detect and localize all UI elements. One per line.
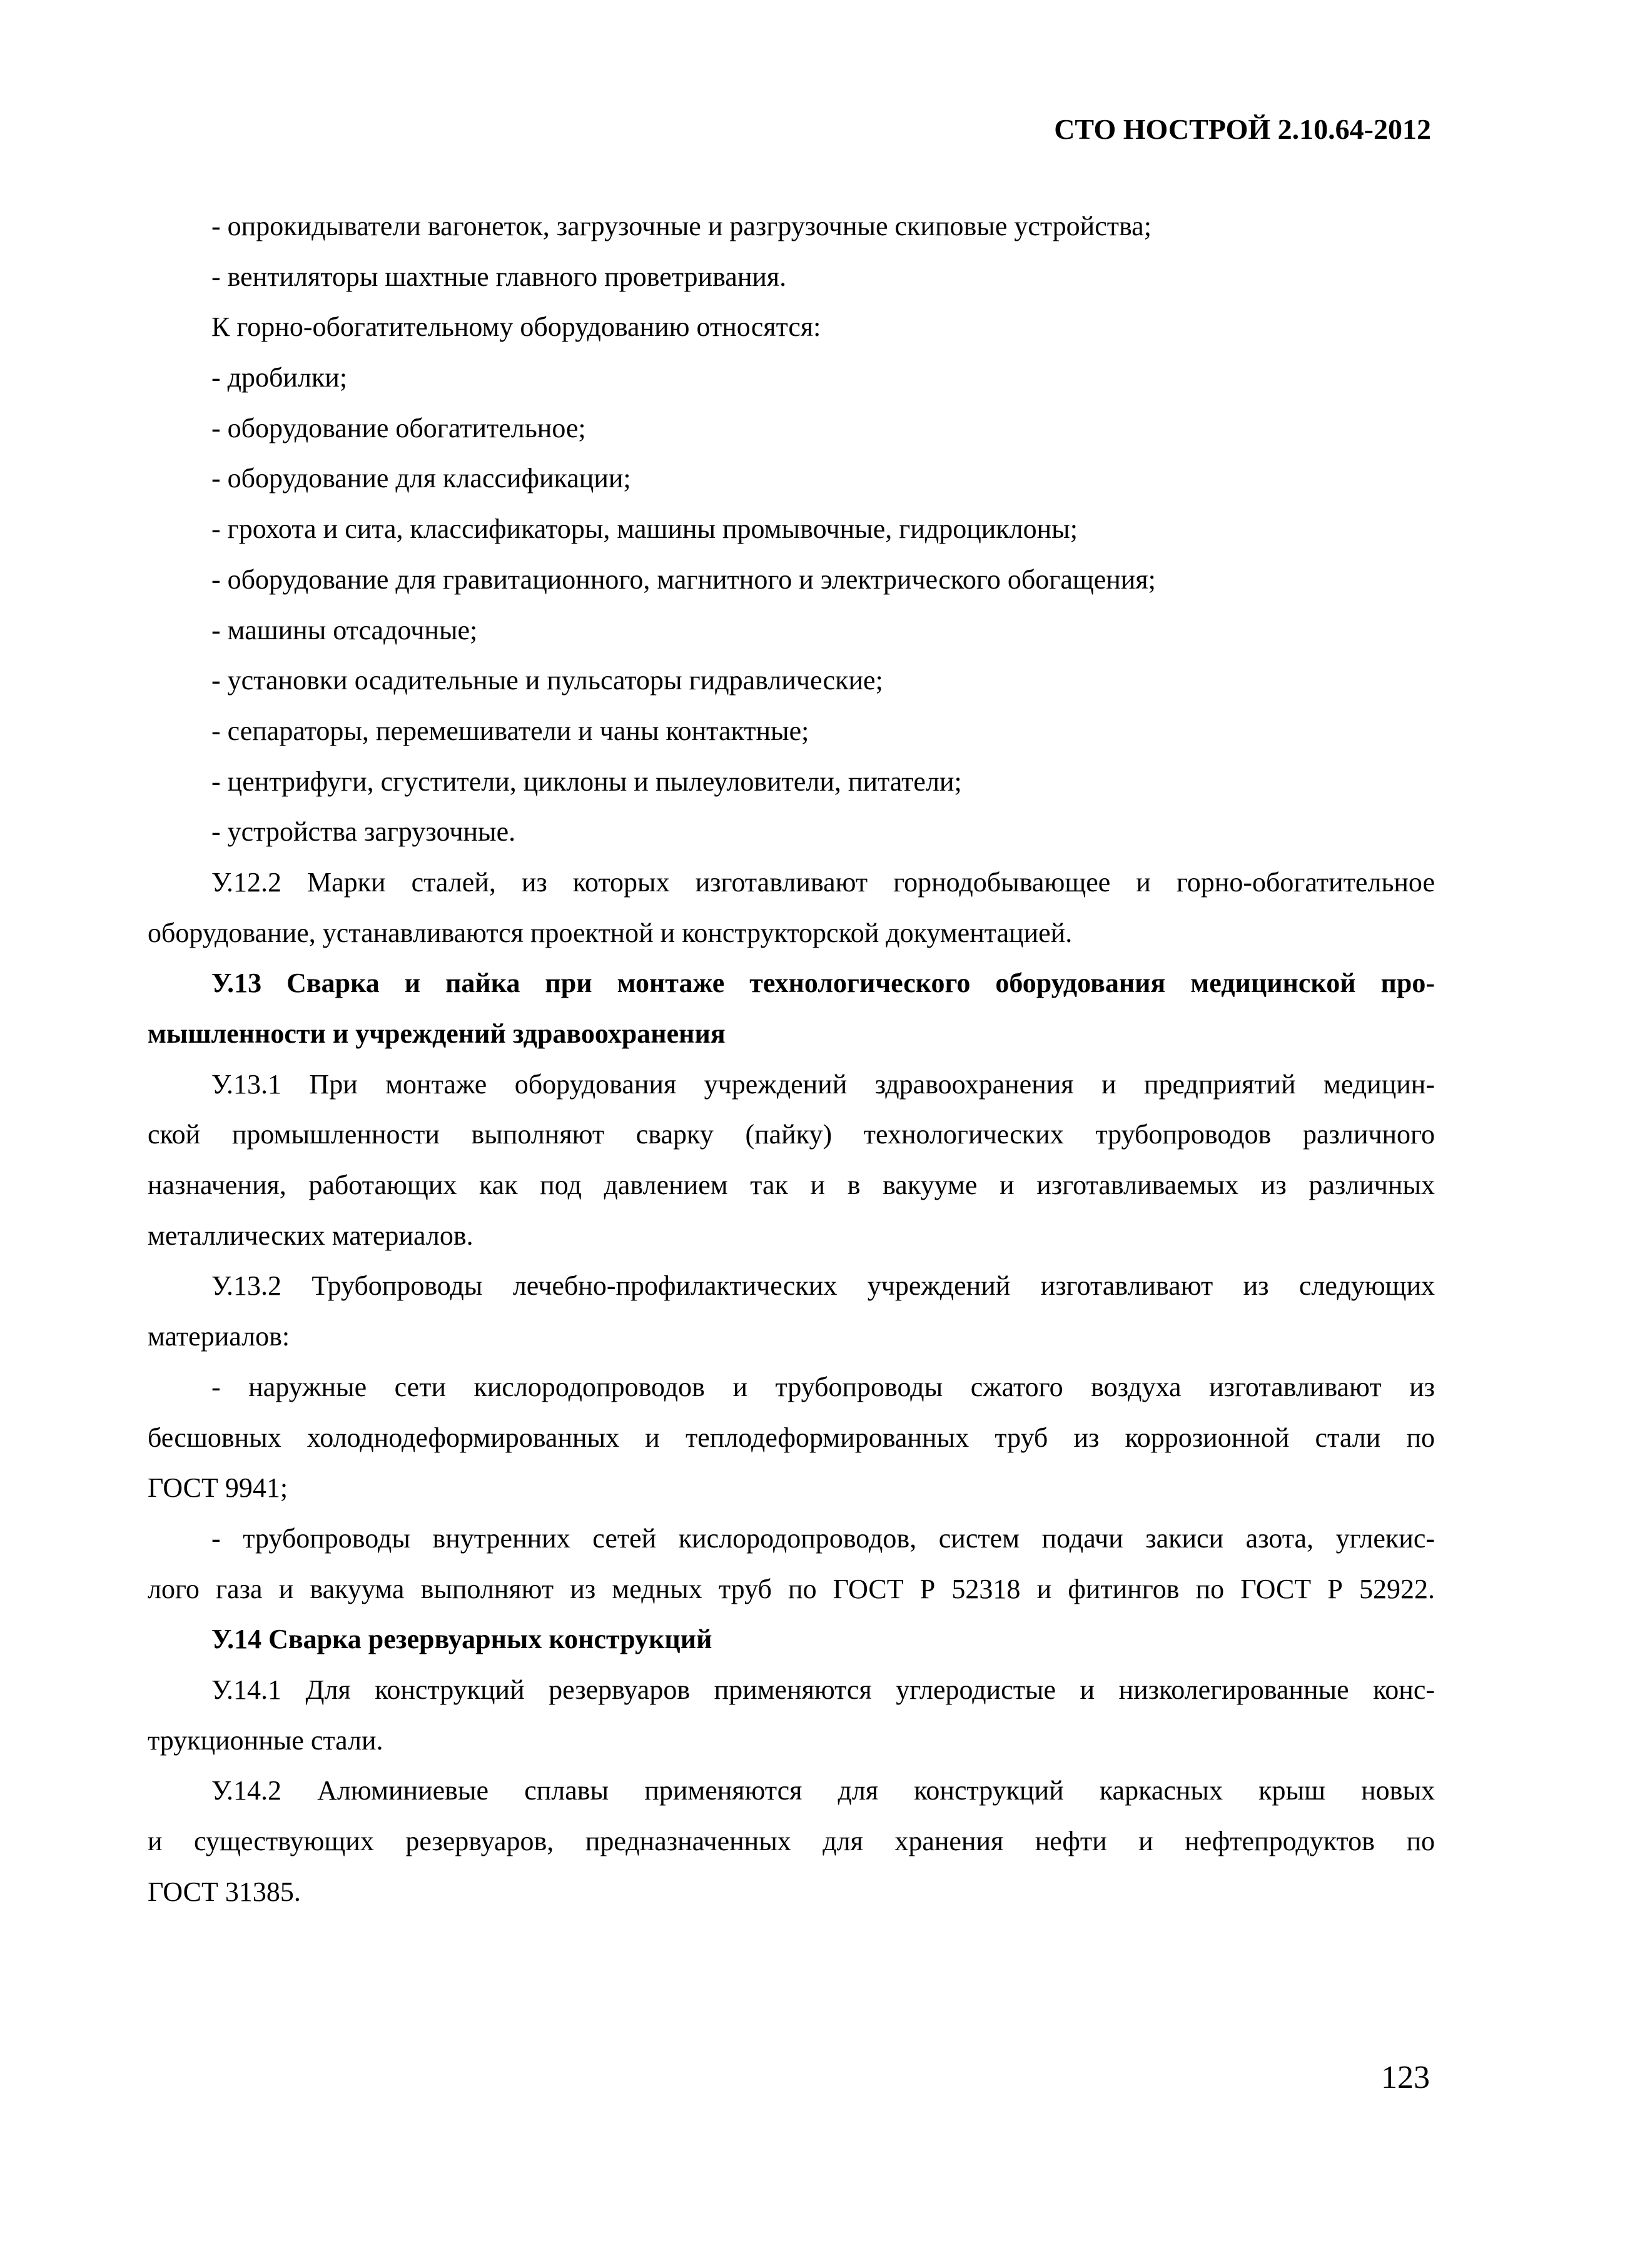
section-heading: У.14 Сварка резервуарных конструкций — [211, 1624, 712, 1655]
paragraph-line: У.14.1 Для конструкций резервуаров применяются углеродистые и низколегированные конс- — [211, 1674, 1435, 1705]
paragraph-line: У.12.2 Марки сталей, из которых изготавливают горнодобывающее и горно-обогатительное — [211, 866, 1435, 898]
paragraph-line: назначения, работающих как под давлением так и в вакууме и изготавливаемых из различных — [148, 1170, 1435, 1201]
list-item: - наружные сети кислородопроводов и трубопроводы сжатого воздуха изготавливают из — [211, 1371, 1435, 1402]
paragraph-line: У.13.1 При монтаже оборудования учреждений здравоохранения и предприятий медицин- — [211, 1068, 1435, 1100]
list-item: - оборудование для классификации; — [211, 463, 631, 494]
paragraph-line: оборудование, устанавливаются проектной и конструкторской документацией. — [148, 917, 1073, 948]
paragraph-line: ской промышленности выполняют сварку (пайку) технологических трубопроводов различного — [148, 1119, 1435, 1150]
section-heading: У.13 Сварка и пайка при монтаже технологического оборудования медицинской про- — [211, 968, 1435, 999]
list-item: - машины отсадочные; — [211, 614, 478, 645]
list-item: - вентиляторы шахтные главного проветривания. — [211, 261, 787, 292]
paragraph-line: ГОСТ 31385. — [148, 1876, 301, 1907]
document-code-header: СТО НОСТРОЙ 2.10.64-2012 — [1054, 113, 1431, 145]
section-heading: мышленности и учреждений здравоохранения — [148, 1018, 726, 1049]
paragraph-line: У.14.2 Алюминиевые сплавы применяются для конструкций каркасных крыш новых — [211, 1775, 1435, 1806]
paragraph-line: материалов: — [148, 1321, 290, 1352]
paragraph-line: К горно-обогатительному оборудованию относятся: — [211, 311, 821, 343]
list-item: - оборудование обогатительное; — [211, 412, 586, 443]
list-item: - опрокидыватели вагонеток, загрузочные и разгрузочные скиповые устройства; — [211, 211, 1152, 241]
document-body — [148, 201, 1435, 1917]
paragraph-line: У.13.2 Трубопроводы лечебно-профилактических учреждений изготавливают из следующих — [211, 1270, 1435, 1302]
list-item: - установки осадительные и пульсаторы гидравлические; — [211, 665, 883, 696]
paragraph-line: трукционные стали. — [148, 1724, 383, 1756]
list-item: - центрифуги, сгустители, циклоны и пылеуловители, питатели; — [211, 766, 962, 797]
list-item: ГОСТ 9941; — [148, 1472, 288, 1504]
list-item: - оборудование для гравитационного, магнитного и электрического обогащения; — [211, 564, 1156, 595]
paragraph-line: металлических материалов. — [148, 1220, 473, 1251]
list-item: бесшовных холоднодеформированных и теплодеформированных труб из коррозионной стали по — [148, 1422, 1435, 1453]
list-item: - дробилки; — [211, 362, 348, 393]
list-item: лого газа и вакуума выполняют из медных труб по ГОСТ Р 52318 и фитингов по ГОСТ Р 52922. — [148, 1573, 1435, 1604]
list-item: - сепараторы, перемешиватели и чаны контактные; — [211, 715, 809, 746]
list-item: - устройства загрузочные. — [211, 816, 516, 848]
paragraph-line: и существующих резервуаров, предназначенных для хранения нефти и нефтепродуктов по — [148, 1826, 1435, 1856]
page-number: 123 — [1381, 2060, 1430, 2095]
list-item: - трубопроводы внутренних сетей кислородопроводов, систем подачи закиси азота, углекис- — [211, 1522, 1435, 1554]
list-item: - грохота и сита, классификаторы, машины промывочные, гидроциклоны; — [211, 514, 1078, 545]
